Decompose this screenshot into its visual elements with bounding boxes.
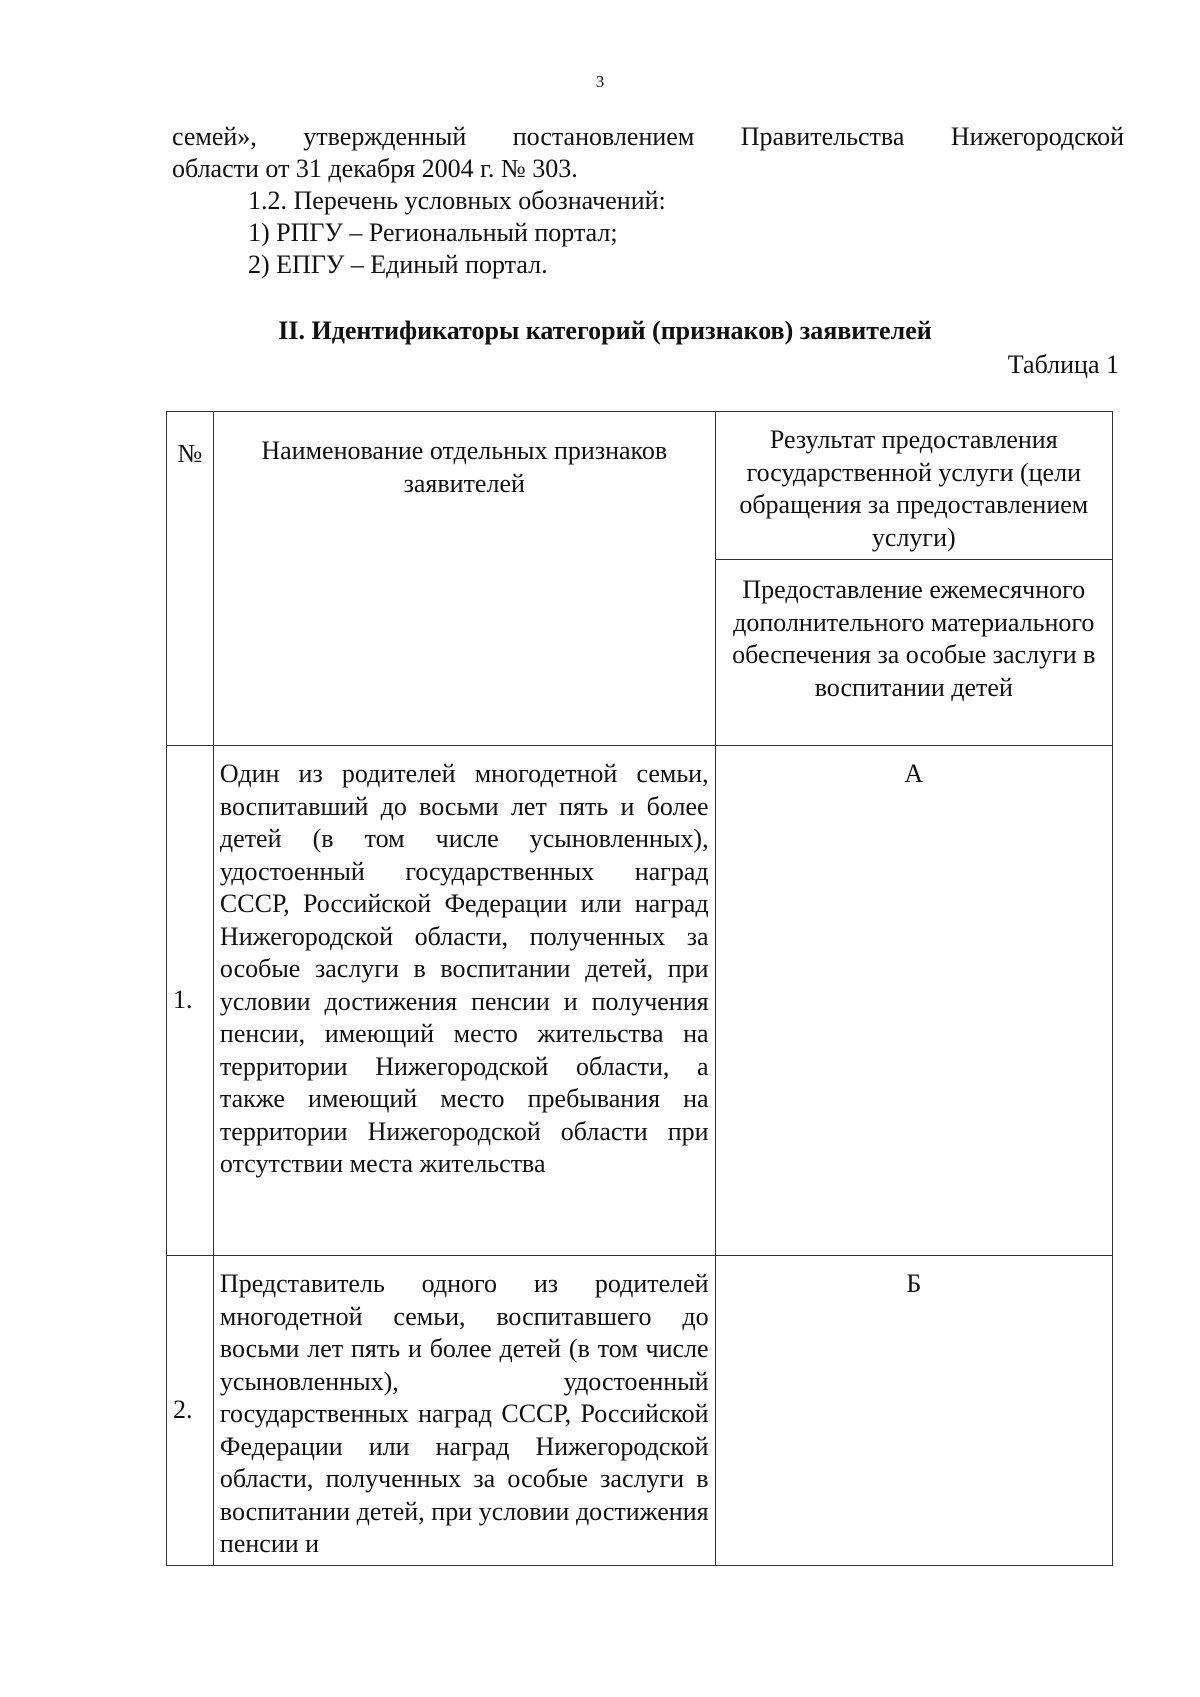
row-code: Б — [715, 1256, 1112, 1566]
intro-line-4: 1) РПГУ – Региональный портал; — [248, 218, 618, 247]
row-code: А — [715, 746, 1112, 1256]
header-result-value: Предоставление ежемесячного дополнительного материального обеспечения за особые заслуги в воспитании детей — [715, 560, 1112, 746]
header-num: № — [167, 412, 214, 746]
table-row — [167, 746, 1113, 1256]
section-title: II. Идентификаторы категорий (признаков) заявителей — [278, 316, 932, 345]
row-name: Один из родителей многодетной семьи, воспитавший до восьми лет пять и более детей (в том числе усыновленных), удостоенный государственных наград СССР, Российской Федерации или наград Нижегородской области, полученных за особые заслуги в воспитании детей, при условии достижения пенсии и получения пенсии, имеющий место жительства на территории Нижегородской области, а также имеющий место пребывания на территории Нижегородской области при отсутствии места жительства — [213, 746, 715, 1256]
row-name: Представитель одного из родителей многодетной семьи, воспитавшего до восьми лет пять и более детей (в том числе усыновленных), удостоенный государственных наград СССР, Российской Федерации или наград Нижегородской области, полученных за особые заслуги в воспитании детей, при условии достижения пенсии и — [213, 1256, 715, 1566]
intro-text — [172, 121, 1124, 281]
intro-line-5: 2) ЕПГУ – Единый портал. — [248, 250, 548, 279]
table-caption: Таблица 1 — [1007, 350, 1119, 379]
applicant-categories-table — [166, 411, 1113, 1566]
header-result: Результат предоставления государственной услуги (цели обращения за предоставлением услуги) — [715, 412, 1112, 560]
table-row — [167, 1256, 1113, 1566]
header-name: Наименование отдельных признаков заявителей — [213, 412, 715, 746]
intro-line-3: 1.2. Перечень условных обозначений: — [248, 186, 666, 215]
table-header-row — [167, 412, 1113, 560]
page-number: 3 — [595, 72, 605, 91]
intro-line-2: области от 31 декабря 2004 г. № 303. — [172, 154, 578, 183]
row-num: 2. — [167, 1256, 214, 1566]
row-num: 1. — [167, 746, 214, 1256]
intro-line-1: семей», утвержденный постановлением Правительства Нижегородской — [172, 122, 1124, 151]
